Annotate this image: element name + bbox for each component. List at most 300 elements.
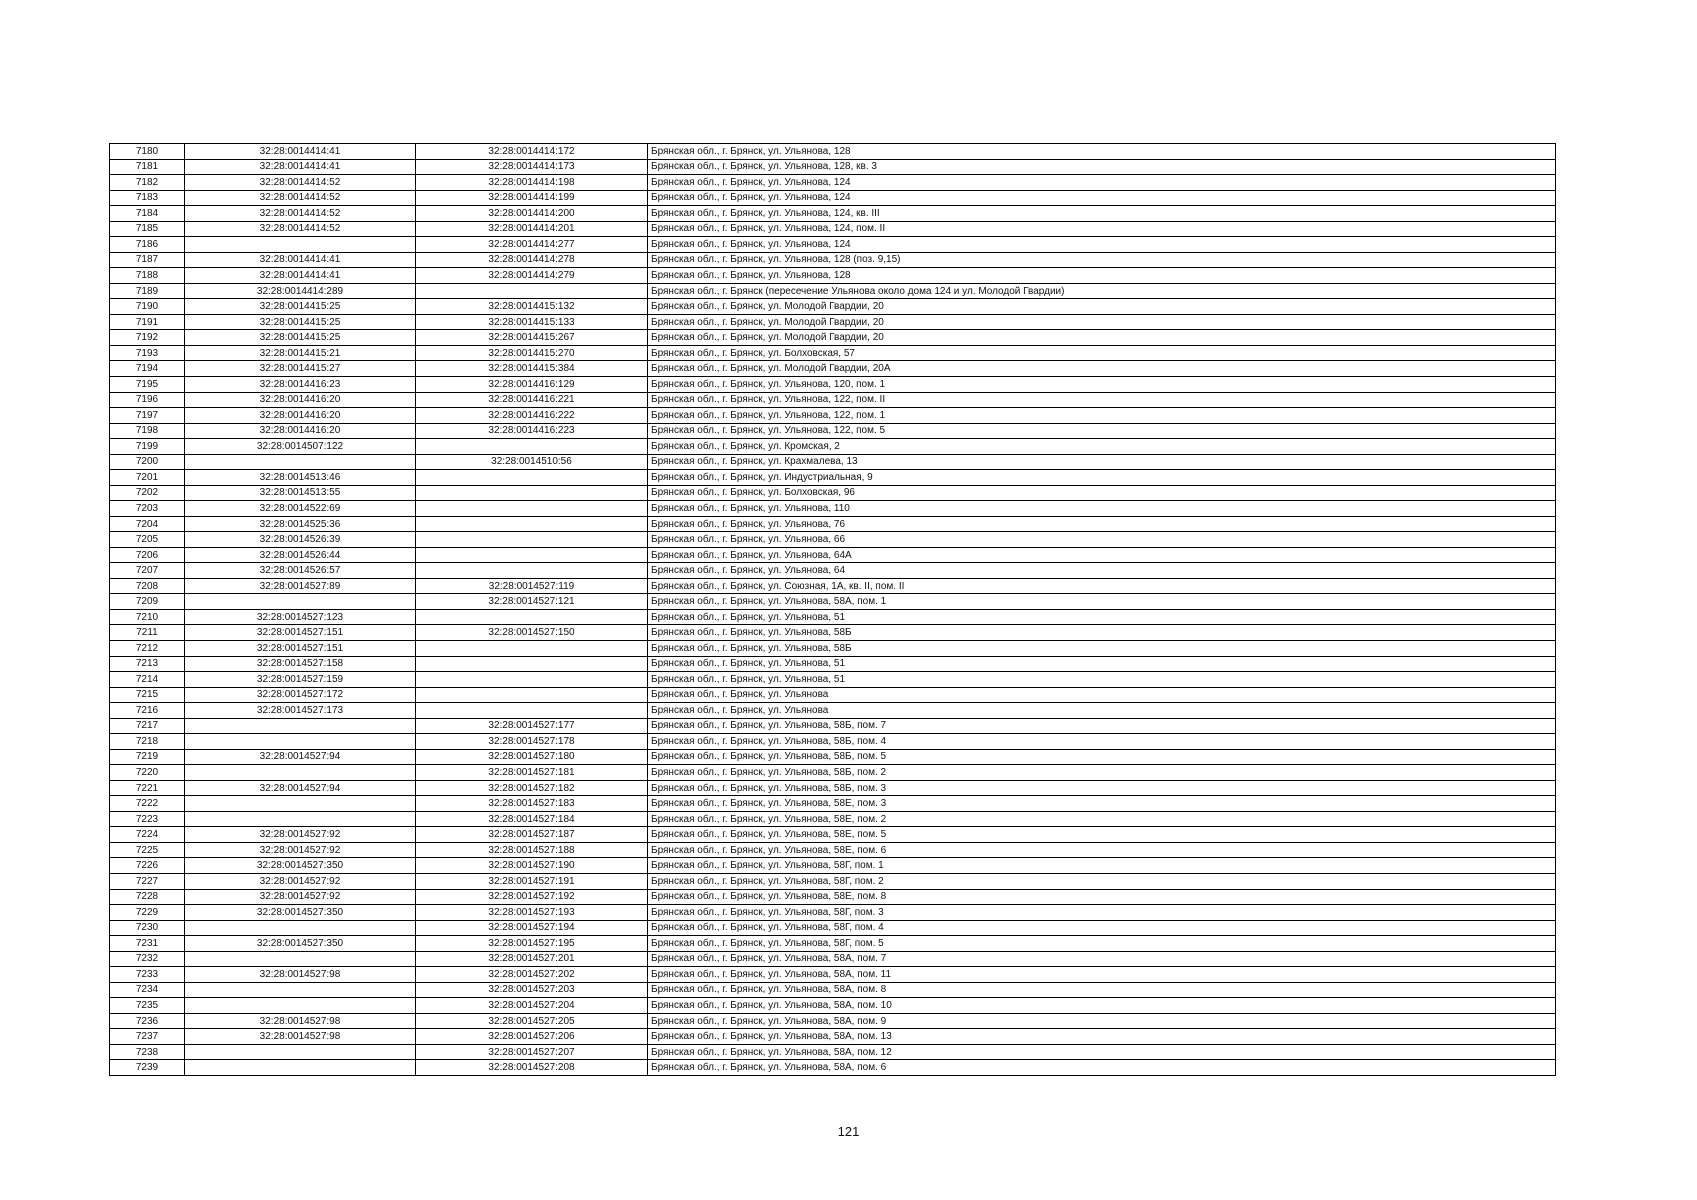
table-row [110, 982, 1556, 998]
address-cell: Брянская обл., г. Брянск, ул. Ульянова, 58Б [648, 641, 1556, 657]
object-cadastral-number-cell: 32:28:0014415:267 [416, 330, 648, 346]
row-number-cell: 7218 [110, 734, 185, 750]
parcel-cadastral-number-cell: 32:28:0014513:55 [185, 485, 416, 501]
table-row [110, 330, 1556, 346]
parcel-cadastral-number-cell: 32:28:0014525:36 [185, 516, 416, 532]
table-row [110, 144, 1556, 160]
table-row [110, 299, 1556, 315]
parcel-cadastral-number-cell: 32:28:0014414:52 [185, 206, 416, 222]
table-row [110, 1029, 1556, 1045]
address-cell: Брянская обл., г. Брянск, ул. Ульянова, 128 [648, 144, 1556, 160]
address-cell: Брянская обл., г. Брянск, ул. Ульянова, 122, пом. 5 [648, 423, 1556, 439]
object-cadastral-number-cell: 32:28:0014414:277 [416, 237, 648, 253]
table-row [110, 314, 1556, 330]
table-row [110, 641, 1556, 657]
object-cadastral-number-cell: 32:28:0014527:121 [416, 594, 648, 610]
object-cadastral-number-cell: 32:28:0014416:221 [416, 392, 648, 408]
parcel-cadastral-number-cell: 32:28:0014527:158 [185, 656, 416, 672]
object-cadastral-number-cell: 32:28:0014415:132 [416, 299, 648, 315]
table-row [110, 889, 1556, 905]
address-cell: Брянская обл., г. Брянск, ул. Ульянова, 58Е, пом. 5 [648, 827, 1556, 843]
parcel-cadastral-number-cell: 32:28:0014527:92 [185, 842, 416, 858]
page-number: 121 [837, 1124, 860, 1139]
object-cadastral-number-cell: 32:28:0014527:204 [416, 998, 648, 1014]
object-cadastral-number-cell: 32:28:0014527:181 [416, 765, 648, 781]
row-number-cell: 7219 [110, 749, 185, 765]
parcel-cadastral-number-cell: 32:28:0014527:98 [185, 967, 416, 983]
row-number-cell: 7211 [110, 625, 185, 641]
object-cadastral-number-cell: 32:28:0014414:200 [416, 206, 648, 222]
table-row [110, 1013, 1556, 1029]
parcel-cadastral-number-cell: 32:28:0014415:25 [185, 299, 416, 315]
address-cell: Брянская обл., г. Брянск, ул. Болховская, 96 [648, 485, 1556, 501]
address-cell: Брянская обл., г. Брянск, ул. Кромская, 2 [648, 439, 1556, 455]
address-cell: Брянская обл., г. Брянск, ул. Ульянова, 58Е, пом. 2 [648, 811, 1556, 827]
table-row [110, 221, 1556, 237]
address-cell: Брянская обл., г. Брянск, ул. Ульянова, 58А, пом. 10 [648, 998, 1556, 1014]
address-cell: Брянская обл., г. Брянск, ул. Ульянова, 122, пом. 1 [648, 408, 1556, 424]
table-row [110, 951, 1556, 967]
table-row [110, 423, 1556, 439]
object-cadastral-number-cell: 32:28:0014416:223 [416, 423, 648, 439]
row-number-cell: 7217 [110, 718, 185, 734]
parcel-cadastral-number-cell: 32:28:0014527:172 [185, 687, 416, 703]
address-cell: Брянская обл., г. Брянск, ул. Ульянова, 58Б, пом. 2 [648, 765, 1556, 781]
row-number-cell: 7232 [110, 951, 185, 967]
address-cell: Брянская обл., г. Брянск, ул. Крахмалева, 13 [648, 454, 1556, 470]
parcel-cadastral-number-cell: 32:28:0014513:46 [185, 470, 416, 486]
address-cell: Брянская обл., г. Брянск, ул. Ульянова, 58Б, пом. 7 [648, 718, 1556, 734]
address-cell: Брянская обл., г. Брянск, ул. Ульянова, 51 [648, 656, 1556, 672]
row-number-cell: 7209 [110, 594, 185, 610]
address-cell: Брянская обл., г. Брянск, ул. Ульянова, 58Г, пом. 4 [648, 920, 1556, 936]
address-cell: Брянская обл., г. Брянск, ул. Ульянова, 58Г, пом. 1 [648, 858, 1556, 874]
table-row [110, 454, 1556, 470]
address-cell: Брянская обл., г. Брянск, ул. Болховская, 57 [648, 345, 1556, 361]
row-number-cell: 7238 [110, 1044, 185, 1060]
table-row [110, 656, 1556, 672]
row-number-cell: 7206 [110, 547, 185, 563]
address-cell: Брянская обл., г. Брянск, ул. Ульянова, 64 [648, 563, 1556, 579]
row-number-cell: 7195 [110, 376, 185, 392]
address-cell: Брянская обл., г. Брянск, ул. Ульянова, 58Б, пом. 5 [648, 749, 1556, 765]
object-cadastral-number-cell: 32:28:0014527:191 [416, 873, 648, 889]
parcel-cadastral-number-cell: 32:28:0014522:69 [185, 501, 416, 517]
row-number-cell: 7193 [110, 345, 185, 361]
object-cadastral-number-cell [416, 283, 648, 299]
parcel-cadastral-number-cell: 32:28:0014526:39 [185, 532, 416, 548]
address-cell: Брянская обл., г. Брянск, ул. Ульянова, 58Е, пом. 6 [648, 842, 1556, 858]
table-row [110, 687, 1556, 703]
parcel-cadastral-number-cell: 32:28:0014414:52 [185, 175, 416, 191]
table-row [110, 516, 1556, 532]
table-row [110, 672, 1556, 688]
parcel-cadastral-number-cell: 32:28:0014414:289 [185, 283, 416, 299]
address-cell: Брянская обл., г. Брянск, ул. Ульянова, 58А, пом. 7 [648, 951, 1556, 967]
row-number-cell: 7207 [110, 563, 185, 579]
object-cadastral-number-cell: 32:28:0014510:56 [416, 454, 648, 470]
row-number-cell: 7214 [110, 672, 185, 688]
object-cadastral-number-cell: 32:28:0014527:183 [416, 796, 648, 812]
row-number-cell: 7197 [110, 408, 185, 424]
object-cadastral-number-cell: 32:28:0014527:192 [416, 889, 648, 905]
parcel-cadastral-number-cell: 32:28:0014527:94 [185, 749, 416, 765]
parcel-cadastral-number-cell: 32:28:0014507:122 [185, 439, 416, 455]
table-row [110, 703, 1556, 719]
object-cadastral-number-cell: 32:28:0014414:201 [416, 221, 648, 237]
row-number-cell: 7187 [110, 252, 185, 268]
row-number-cell: 7186 [110, 237, 185, 253]
table-row [110, 268, 1556, 284]
parcel-cadastral-number-cell: 32:28:0014527:159 [185, 672, 416, 688]
parcel-cadastral-number-cell: 32:28:0014416:20 [185, 423, 416, 439]
row-number-cell: 7222 [110, 796, 185, 812]
object-cadastral-number-cell [416, 532, 648, 548]
address-cell: Брянская обл., г. Брянск, ул. Ульянова, 58Г, пом. 5 [648, 936, 1556, 952]
table-row [110, 936, 1556, 952]
object-cadastral-number-cell [416, 609, 648, 625]
table-row [110, 547, 1556, 563]
parcel-cadastral-number-cell: 32:28:0014527:92 [185, 827, 416, 843]
object-cadastral-number-cell: 32:28:0014527:187 [416, 827, 648, 843]
parcel-cadastral-number-cell: 32:28:0014527:350 [185, 858, 416, 874]
object-cadastral-number-cell [416, 516, 648, 532]
object-cadastral-number-cell: 32:28:0014527:190 [416, 858, 648, 874]
address-cell: Брянская обл., г. Брянск, ул. Ульянова, 124, пом. II [648, 221, 1556, 237]
row-number-cell: 7208 [110, 578, 185, 594]
row-number-cell: 7201 [110, 470, 185, 486]
table-row [110, 408, 1556, 424]
table-row [110, 718, 1556, 734]
row-number-cell: 7192 [110, 330, 185, 346]
table-row [110, 827, 1556, 843]
row-number-cell: 7216 [110, 703, 185, 719]
parcel-cadastral-number-cell: 32:28:0014527:98 [185, 1029, 416, 1045]
parcel-cadastral-number-cell: 32:28:0014527:123 [185, 609, 416, 625]
parcel-cadastral-number-cell: 32:28:0014527:89 [185, 578, 416, 594]
row-number-cell: 7235 [110, 998, 185, 1014]
address-cell: Брянская обл., г. Брянск, ул. Ульянова, 128 (поз. 9,15) [648, 252, 1556, 268]
object-cadastral-number-cell: 32:28:0014527:203 [416, 982, 648, 998]
row-number-cell: 7225 [110, 842, 185, 858]
row-number-cell: 7226 [110, 858, 185, 874]
row-number-cell: 7227 [110, 873, 185, 889]
parcel-cadastral-number-cell: 32:28:0014415:27 [185, 361, 416, 377]
object-cadastral-number-cell [416, 501, 648, 517]
table-row [110, 501, 1556, 517]
object-cadastral-number-cell: 32:28:0014527:188 [416, 842, 648, 858]
address-cell: Брянская обл., г. Брянск, ул. Ульянова, 58Г, пом. 2 [648, 873, 1556, 889]
parcel-cadastral-number-cell [185, 1060, 416, 1076]
address-cell: Брянская обл., г. Брянск, ул. Ульянова [648, 687, 1556, 703]
address-cell: Брянская обл., г. Брянск, ул. Ульянова, 124 [648, 190, 1556, 206]
row-number-cell: 7196 [110, 392, 185, 408]
table-row [110, 206, 1556, 222]
object-cadastral-number-cell: 32:28:0014527:150 [416, 625, 648, 641]
address-cell: Брянская обл., г. Брянск, ул. Ульянова, 58А, пом. 9 [648, 1013, 1556, 1029]
address-cell: Брянская обл., г. Брянск, ул. Ульянова, 58А, пом. 6 [648, 1060, 1556, 1076]
table-row [110, 734, 1556, 750]
row-number-cell: 7212 [110, 641, 185, 657]
table-row [110, 159, 1556, 175]
parcel-cadastral-number-cell: 32:28:0014527:92 [185, 873, 416, 889]
object-cadastral-number-cell: 32:28:0014415:270 [416, 345, 648, 361]
table-row [110, 842, 1556, 858]
parcel-cadastral-number-cell [185, 811, 416, 827]
row-number-cell: 7194 [110, 361, 185, 377]
table-row [110, 905, 1556, 921]
table-row [110, 439, 1556, 455]
parcel-cadastral-number-cell [185, 734, 416, 750]
address-cell: Брянская обл., г. Брянск, ул. Союзная, 1А, кв. II, пом. II [648, 578, 1556, 594]
parcel-cadastral-number-cell: 32:28:0014527:151 [185, 641, 416, 657]
row-number-cell: 7213 [110, 656, 185, 672]
parcel-cadastral-number-cell [185, 796, 416, 812]
address-cell: Брянская обл., г. Брянск, ул. Ульянова, 58Г, пом. 3 [648, 905, 1556, 921]
address-cell: Брянская обл., г. Брянск, ул. Ульянова [648, 703, 1556, 719]
row-number-cell: 7233 [110, 967, 185, 983]
table-row [110, 470, 1556, 486]
parcel-cadastral-number-cell: 32:28:0014527:92 [185, 889, 416, 905]
row-number-cell: 7237 [110, 1029, 185, 1045]
object-cadastral-number-cell: 32:28:0014527:177 [416, 718, 648, 734]
address-cell: Брянская обл., г. Брянск, ул. Ульянова, 58А, пом. 11 [648, 967, 1556, 983]
object-cadastral-number-cell: 32:28:0014527:182 [416, 780, 648, 796]
object-cadastral-number-cell: 32:28:0014527:201 [416, 951, 648, 967]
row-number-cell: 7236 [110, 1013, 185, 1029]
parcel-cadastral-number-cell: 32:28:0014415:25 [185, 330, 416, 346]
object-cadastral-number-cell [416, 439, 648, 455]
table-row [110, 796, 1556, 812]
table-row [110, 190, 1556, 206]
parcel-cadastral-number-cell: 32:28:0014527:151 [185, 625, 416, 641]
row-number-cell: 7185 [110, 221, 185, 237]
address-cell: Брянская обл., г. Брянск, ул. Ульянова, 124, кв. III [648, 206, 1556, 222]
address-cell: Брянская обл., г. Брянск, ул. Молодой Гвардии, 20 [648, 299, 1556, 315]
object-cadastral-number-cell: 32:28:0014527:207 [416, 1044, 648, 1060]
table-row [110, 858, 1556, 874]
row-number-cell: 7239 [110, 1060, 185, 1076]
address-cell: Брянская обл., г. Брянск, ул. Ульянова, 58А, пом. 13 [648, 1029, 1556, 1045]
row-number-cell: 7199 [110, 439, 185, 455]
table-row [110, 237, 1556, 253]
table-row [110, 967, 1556, 983]
address-cell: Брянская обл., г. Брянск, ул. Ульянова, 124 [648, 237, 1556, 253]
row-number-cell: 7191 [110, 314, 185, 330]
parcel-cadastral-number-cell [185, 718, 416, 734]
address-cell: Брянская обл., г. Брянск, ул. Молодой Гвардии, 20А [648, 361, 1556, 377]
address-cell: Брянская обл., г. Брянск, ул. Ульянова, 122, пом. II [648, 392, 1556, 408]
object-cadastral-number-cell: 32:28:0014414:199 [416, 190, 648, 206]
object-cadastral-number-cell [416, 641, 648, 657]
object-cadastral-number-cell: 32:28:0014416:222 [416, 408, 648, 424]
table-row [110, 376, 1556, 392]
object-cadastral-number-cell [416, 687, 648, 703]
address-cell: Брянская обл., г. Брянск, ул. Ульянова, 124 [648, 175, 1556, 191]
object-cadastral-number-cell: 32:28:0014527:205 [416, 1013, 648, 1029]
address-cell: Брянская обл., г. Брянск, ул. Ульянова, 58Б, пом. 4 [648, 734, 1556, 750]
row-number-cell: 7182 [110, 175, 185, 191]
table-row [110, 578, 1556, 594]
address-cell: Брянская обл., г. Брянск, ул. Ульянова, 58Б [648, 625, 1556, 641]
table-row [110, 765, 1556, 781]
object-cadastral-number-cell [416, 703, 648, 719]
address-cell: Брянская обл., г. Брянск, ул. Ульянова, 58А, пом. 12 [648, 1044, 1556, 1060]
table-row [110, 283, 1556, 299]
parcel-cadastral-number-cell: 32:28:0014415:25 [185, 314, 416, 330]
object-cadastral-number-cell: 32:28:0014415:133 [416, 314, 648, 330]
parcel-cadastral-number-cell: 32:28:0014416:20 [185, 392, 416, 408]
object-cadastral-number-cell [416, 547, 648, 563]
parcel-cadastral-number-cell: 32:28:0014526:57 [185, 563, 416, 579]
parcel-cadastral-number-cell: 32:28:0014414:41 [185, 159, 416, 175]
row-number-cell: 7230 [110, 920, 185, 936]
table-row [110, 780, 1556, 796]
address-cell: Брянская обл., г. Брянск, ул. Ульянова, 66 [648, 532, 1556, 548]
address-cell: Брянская обл., г. Брянск, ул. Молодой Гвардии, 20 [648, 314, 1556, 330]
row-number-cell: 7202 [110, 485, 185, 501]
parcel-cadastral-number-cell: 32:28:0014414:52 [185, 221, 416, 237]
table-row [110, 998, 1556, 1014]
address-cell: Брянская обл., г. Брянск, ул. Ульянова, 51 [648, 609, 1556, 625]
table-row [110, 594, 1556, 610]
parcel-cadastral-number-cell: 32:28:0014527:350 [185, 936, 416, 952]
row-number-cell: 7220 [110, 765, 185, 781]
row-number-cell: 7189 [110, 283, 185, 299]
address-cell: Брянская обл., г. Брянск, ул. Индустриальная, 9 [648, 470, 1556, 486]
parcel-cadastral-number-cell: 32:28:0014526:44 [185, 547, 416, 563]
parcel-cadastral-number-cell [185, 1044, 416, 1060]
object-cadastral-number-cell [416, 672, 648, 688]
parcel-cadastral-number-cell: 32:28:0014527:350 [185, 905, 416, 921]
table-row [110, 392, 1556, 408]
address-cell: Брянская обл., г. Брянск (пересечение Ульянова около дома 124 и ул. Молодой Гвардии) [648, 283, 1556, 299]
object-cadastral-number-cell: 32:28:0014414:278 [416, 252, 648, 268]
address-cell: Брянская обл., г. Брянск, ул. Ульянова, 51 [648, 672, 1556, 688]
table-row [110, 873, 1556, 889]
address-cell: Брянская обл., г. Брянск, ул. Ульянова, 128 [648, 268, 1556, 284]
object-cadastral-number-cell: 32:28:0014414:198 [416, 175, 648, 191]
row-number-cell: 7228 [110, 889, 185, 905]
parcel-cadastral-number-cell: 32:28:0014416:20 [185, 408, 416, 424]
table-row [110, 609, 1556, 625]
object-cadastral-number-cell: 32:28:0014414:172 [416, 144, 648, 160]
row-number-cell: 7215 [110, 687, 185, 703]
table-row [110, 1044, 1556, 1060]
object-cadastral-number-cell: 32:28:0014527:195 [416, 936, 648, 952]
object-cadastral-number-cell [416, 656, 648, 672]
table-row [110, 345, 1556, 361]
row-number-cell: 7224 [110, 827, 185, 843]
table-row [110, 175, 1556, 191]
table-row [110, 361, 1556, 377]
row-number-cell: 7205 [110, 532, 185, 548]
parcel-cadastral-number-cell: 32:28:0014414:41 [185, 252, 416, 268]
object-cadastral-number-cell [416, 470, 648, 486]
row-number-cell: 7221 [110, 780, 185, 796]
row-number-cell: 7183 [110, 190, 185, 206]
address-cell: Брянская обл., г. Брянск, ул. Молодой Гвардии, 20 [648, 330, 1556, 346]
address-cell: Брянская обл., г. Брянск, ул. Ульянова, 110 [648, 501, 1556, 517]
object-cadastral-number-cell: 32:28:0014527:180 [416, 749, 648, 765]
row-number-cell: 7180 [110, 144, 185, 160]
parcel-cadastral-number-cell [185, 951, 416, 967]
address-cell: Брянская обл., г. Брянск, ул. Ульянова, 58А, пом. 8 [648, 982, 1556, 998]
parcel-cadastral-number-cell [185, 454, 416, 470]
object-cadastral-number-cell: 32:28:0014527:194 [416, 920, 648, 936]
row-number-cell: 7204 [110, 516, 185, 532]
table-row [110, 1060, 1556, 1076]
registry-table-body [110, 144, 1556, 1076]
address-cell: Брянская обл., г. Брянск, ул. Ульянова, 64А [648, 547, 1556, 563]
address-cell: Брянская обл., г. Брянск, ул. Ульянова, 120, пом. 1 [648, 376, 1556, 392]
object-cadastral-number-cell [416, 563, 648, 579]
object-cadastral-number-cell: 32:28:0014414:173 [416, 159, 648, 175]
row-number-cell: 7210 [110, 609, 185, 625]
row-number-cell: 7188 [110, 268, 185, 284]
row-number-cell: 7181 [110, 159, 185, 175]
parcel-cadastral-number-cell [185, 982, 416, 998]
address-cell: Брянская обл., г. Брянск, ул. Ульянова, 58Е, пом. 3 [648, 796, 1556, 812]
table-row [110, 749, 1556, 765]
parcel-cadastral-number-cell: 32:28:0014414:41 [185, 144, 416, 160]
object-cadastral-number-cell: 32:28:0014416:129 [416, 376, 648, 392]
object-cadastral-number-cell: 32:28:0014527:206 [416, 1029, 648, 1045]
object-cadastral-number-cell: 32:28:0014527:208 [416, 1060, 648, 1076]
table-row [110, 625, 1556, 641]
parcel-cadastral-number-cell [185, 237, 416, 253]
object-cadastral-number-cell: 32:28:0014414:279 [416, 268, 648, 284]
object-cadastral-number-cell: 32:28:0014527:119 [416, 578, 648, 594]
parcel-cadastral-number-cell [185, 765, 416, 781]
object-cadastral-number-cell: 32:28:0014527:202 [416, 967, 648, 983]
table-row [110, 485, 1556, 501]
table-row [110, 920, 1556, 936]
address-cell: Брянская обл., г. Брянск, ул. Ульянова, 58А, пом. 1 [648, 594, 1556, 610]
address-cell: Брянская обл., г. Брянск, ул. Ульянова, 128, кв. 3 [648, 159, 1556, 175]
parcel-cadastral-number-cell: 32:28:0014414:52 [185, 190, 416, 206]
parcel-cadastral-number-cell [185, 594, 416, 610]
row-number-cell: 7231 [110, 936, 185, 952]
address-cell: Брянская обл., г. Брянск, ул. Ульянова, 58Б, пом. 3 [648, 780, 1556, 796]
table-row [110, 532, 1556, 548]
address-cell: Брянская обл., г. Брянск, ул. Ульянова, 76 [648, 516, 1556, 532]
object-cadastral-number-cell: 32:28:0014527:178 [416, 734, 648, 750]
parcel-cadastral-number-cell [185, 998, 416, 1014]
table-row [110, 563, 1556, 579]
parcel-cadastral-number-cell: 32:28:0014416:23 [185, 376, 416, 392]
row-number-cell: 7203 [110, 501, 185, 517]
parcel-cadastral-number-cell: 32:28:0014415:21 [185, 345, 416, 361]
object-cadastral-number-cell: 32:28:0014527:184 [416, 811, 648, 827]
row-number-cell: 7200 [110, 454, 185, 470]
parcel-cadastral-number-cell [185, 920, 416, 936]
row-number-cell: 7234 [110, 982, 185, 998]
address-cell: Брянская обл., г. Брянск, ул. Ульянова, 58Е, пом. 8 [648, 889, 1556, 905]
object-cadastral-number-cell: 32:28:0014415:384 [416, 361, 648, 377]
parcel-cadastral-number-cell: 32:28:0014414:41 [185, 268, 416, 284]
row-number-cell: 7190 [110, 299, 185, 315]
row-number-cell: 7223 [110, 811, 185, 827]
registry-table [109, 143, 1556, 1076]
row-number-cell: 7198 [110, 423, 185, 439]
row-number-cell: 7229 [110, 905, 185, 921]
table-row [110, 811, 1556, 827]
parcel-cadastral-number-cell: 32:28:0014527:94 [185, 780, 416, 796]
table-row [110, 252, 1556, 268]
row-number-cell: 7184 [110, 206, 185, 222]
parcel-cadastral-number-cell: 32:28:0014527:98 [185, 1013, 416, 1029]
